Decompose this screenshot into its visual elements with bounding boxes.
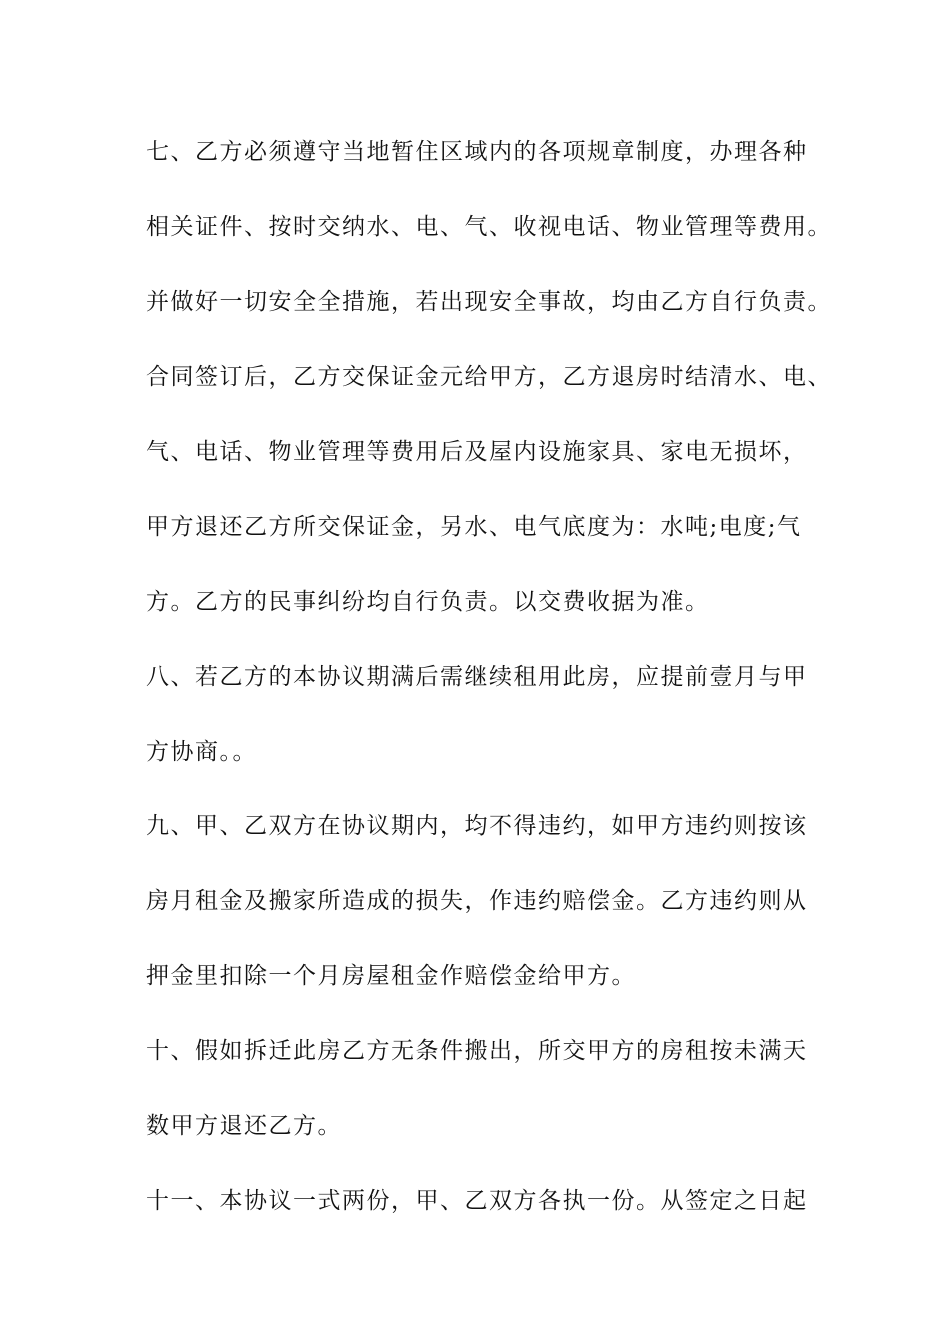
text-line: 合同签订后，乙方交保证金元给甲方，乙方退房时结清水、电、: [146, 364, 832, 390]
text-line: 方协商。。: [146, 739, 257, 765]
text-line: 十一、本协议一式两份，甲、乙双方各执一份。从签定之日起: [146, 1188, 808, 1214]
text-line: 房月租金及搬家所造成的损失，作违约赔偿金。乙方违约则从: [146, 888, 808, 914]
text-line: 相关证件、按时交纳水、电、气、收视电话、物业管理等费用。: [146, 214, 832, 240]
text-line: 八、若乙方的本协议期满后需继续租用此房，应提前壹月与甲: [146, 664, 808, 690]
text-line: 十、假如拆迁此房乙方无条件搬出，所交甲方的房租按未满天: [146, 1038, 808, 1064]
text-line: 数甲方退还乙方。: [146, 1113, 342, 1139]
text-line: 押金里扣除一个月房屋租金作赔偿金给甲方。: [146, 963, 636, 989]
text-line: 甲方退还乙方所交保证金，另水、电气底度为：水吨;电度;气: [146, 514, 802, 540]
text-line: 九、甲、乙双方在协议期内，均不得违约，如甲方违约则按该: [146, 813, 808, 839]
text-line: 七、乙方必须遵守当地暂住区域内的各项规章制度，办理各种: [146, 139, 808, 165]
text-line: 气、电话、物业管理等费用后及屋内设施家具、家电无损坏，: [146, 439, 808, 465]
text-line: 方。乙方的民事纠纷均自行负责。以交费收据为准。: [146, 589, 710, 615]
text-line: 并做好一切安全全措施，若出现安全事故，均由乙方自行负责。: [146, 289, 832, 315]
